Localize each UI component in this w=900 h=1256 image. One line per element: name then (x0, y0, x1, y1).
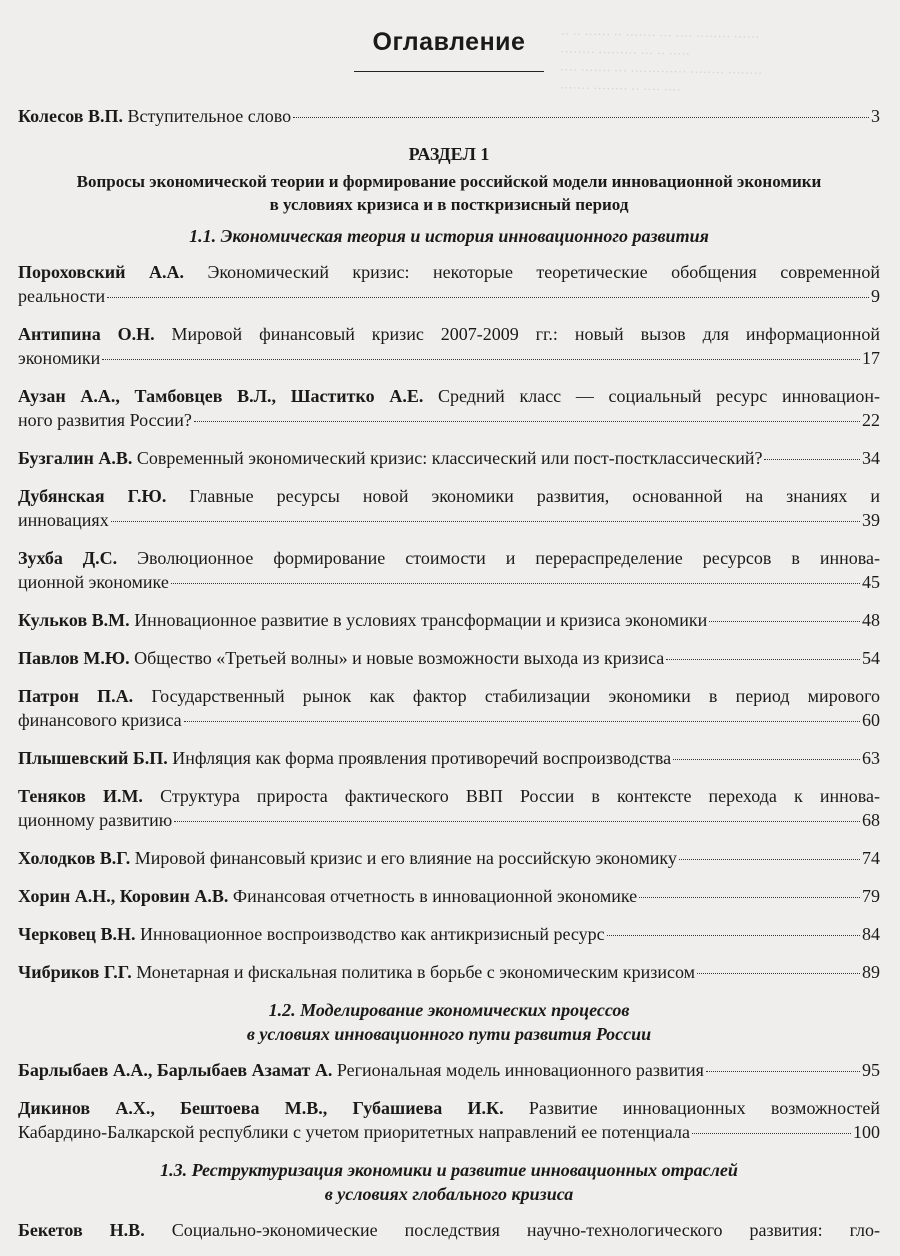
entry-authors: Зухба Д.С. (18, 548, 118, 568)
page-number: 63 (862, 748, 880, 768)
entry-authors: Павлов М.Ю. (18, 648, 130, 668)
toc-list-1-2 (18, 1058, 880, 1144)
entry-authors: Патрон П.А. (18, 686, 134, 706)
dot-leader (709, 621, 860, 622)
entry-authors: Дикинов А.Х., Бештоева М.В., Губашиева И.К. (18, 1098, 504, 1118)
dot-leader (111, 521, 860, 522)
page-title: Оглавление (372, 28, 526, 56)
page-number: 22 (862, 410, 880, 430)
entry-title-line-1: Развитие инновационных возможностей (528, 1098, 880, 1118)
entry-title-line-2: экономики (18, 348, 101, 368)
entry-title: Инновационное воспроизводство как антикризисный ресурс (139, 924, 605, 944)
toc-entry[interactable] (18, 608, 880, 632)
toc-entry[interactable] (18, 1218, 880, 1242)
toc-entry[interactable] (18, 646, 880, 670)
entry-title-line-2: ционному развитию (18, 810, 173, 830)
page-number: 45 (862, 572, 880, 592)
entry-authors: Барлыбаев А.А., Барлыбаев Азамат А. (18, 1060, 333, 1080)
table-of-contents (18, 28, 880, 1256)
subsection-heading-1-3 (18, 1158, 880, 1206)
toc-entry[interactable] (18, 684, 880, 732)
dot-leader (107, 297, 869, 298)
entry-authors: Холодков В.Г. (18, 848, 131, 868)
entry-title-line-1: Эволюционное формирование стоимости и перераспределение ресурсов в иннова- (137, 548, 881, 568)
page-number: 39 (862, 510, 880, 530)
page-number: 95 (862, 1060, 880, 1080)
dot-leader (692, 1133, 851, 1134)
entry-title-line-1: Социально-экономические последствия научно-технологического развития: гло- (171, 1220, 881, 1240)
entry-title-line-2: ционной экономике (18, 572, 169, 592)
page-number: 74 (862, 848, 880, 868)
entry-title-line-1: Структура прироста фактического ВВП России в контексте перехода к иннова- (160, 786, 880, 806)
dot-leader (102, 359, 860, 360)
dot-leader (174, 821, 860, 822)
entry-authors: Дубянская Г.Ю. (18, 486, 167, 506)
page-number: 89 (862, 962, 880, 982)
bleed-through-text: ·· ·· ······ ·· ······· ··· ···· ········ ······ ········ ········· ··· ·· ····· ···· ······· ··· ············· ········ ········ ······· ········ ·· ···· ···· (559, 26, 763, 98)
toc-entry[interactable] (18, 846, 880, 870)
dot-leader (171, 583, 860, 584)
toc-entry[interactable] (18, 484, 880, 532)
entry-title: Региональная модель инновационного развития (336, 1060, 704, 1080)
page-number: 3 (871, 106, 880, 126)
entry-authors: Антипина О.Н. (18, 324, 155, 344)
toc-entry[interactable] (18, 260, 880, 308)
page-number: 9 (871, 286, 880, 306)
title-underline (354, 71, 544, 72)
dot-leader (706, 1071, 860, 1072)
entry-authors: Аузан А.А., Тамбовцев В.Л., Шаститко А.Е. (18, 386, 424, 406)
entry-title: Современный экономический кризис: классический или пост-постклассический? (136, 448, 763, 468)
entry-authors: Колесов В.П. (18, 106, 123, 126)
page-number: 54 (862, 648, 880, 668)
subsection-heading-line-1: 1.2. Моделирование экономических процессов (268, 1000, 630, 1020)
page-number: 34 (862, 448, 880, 468)
entry-title: Вступительное слово (127, 106, 292, 126)
dot-leader (697, 973, 860, 974)
page-number: 79 (862, 886, 880, 906)
page-number: 68 (862, 810, 880, 830)
section-title-line-2: в условиях кризиса и в посткризисный период (269, 195, 629, 214)
dot-leader (679, 859, 860, 860)
dot-leader (639, 897, 860, 898)
dot-leader (764, 459, 860, 460)
section-label: РАЗДЕЛ 1 (408, 144, 490, 164)
entry-title: Финансовая отчетность в инновационной экономике (232, 886, 638, 906)
toc-entry[interactable] (18, 384, 880, 432)
entry-title: Инфляция как форма проявления противоречий воспроизводства (172, 748, 672, 768)
entry-title-line-2: ного развития России? (18, 410, 192, 430)
section-title-line-1: Вопросы экономической теории и формирование российской модели инновационной экономики (76, 172, 822, 191)
entry-title-line-2: реальности (18, 286, 106, 306)
toc-entry[interactable] (18, 784, 880, 832)
dot-leader (293, 117, 869, 118)
entry-title-line-1: Главные ресурсы новой экономики развития, основанной на знаниях и (189, 486, 880, 506)
entry-authors: Бузгалин А.В. (18, 448, 133, 468)
toc-entry-intro[interactable] (18, 104, 880, 128)
dot-leader (194, 421, 860, 422)
entry-title: Мировой финансовый кризис и его влияние на российскую экономику (134, 848, 677, 868)
toc-entry[interactable] (18, 322, 880, 370)
section-title (18, 170, 880, 216)
subsection-heading-line-1: 1.3. Реструктуризация экономики и развитие инновационных отраслей (160, 1160, 738, 1180)
entry-authors: Хорин А.Н., Коровин А.В. (18, 886, 229, 906)
dot-leader (673, 759, 860, 760)
toc-entry[interactable] (18, 922, 880, 946)
subsection-heading-1-2 (18, 998, 880, 1046)
page-number: 84 (862, 924, 880, 944)
subsection-heading-line-2: в условиях глобального кризиса (324, 1184, 574, 1204)
entry-title-line-1: Средний класс — социальный ресурс инновацион- (438, 386, 881, 406)
entry-authors: Пороховский А.А. (18, 262, 184, 282)
page-number: 100 (853, 1122, 880, 1142)
dot-leader (666, 659, 860, 660)
entry-title-line-1: Экономический кризис: некоторые теоретические обобщения современной (207, 262, 881, 282)
entry-title-line-1: Государственный рынок как фактор стабилизации экономики в период мирового (151, 686, 881, 706)
page-number: 48 (862, 610, 880, 630)
toc-entry[interactable] (18, 746, 880, 770)
entry-title-line-2: Кабардино-Балкарской республики с учетом приоритетных направлений ее потенциала (18, 1122, 690, 1142)
entry-authors: Теняков И.М. (18, 786, 143, 806)
entry-authors: Бекетов Н.В. (18, 1220, 145, 1240)
toc-entry[interactable] (18, 884, 880, 908)
toc-entry[interactable] (18, 1096, 880, 1144)
entry-title-line-2: инновациях (18, 510, 109, 530)
subsection-heading-1-1: 1.1. Экономическая теория и история инновационного развития (189, 226, 709, 246)
entry-title: Инновационное развитие в условиях трансформации и кризиса экономики (134, 610, 708, 630)
entry-authors: Черковец В.Н. (18, 924, 136, 944)
entry-authors: Плышевский Б.П. (18, 748, 168, 768)
dot-leader (607, 935, 860, 936)
toc-entry[interactable] (18, 446, 880, 470)
page-number: 17 (862, 348, 880, 368)
entry-title-line-1: Мировой финансовый кризис 2007-2009 гг.: новый вызов для информационной (171, 324, 880, 344)
entry-title: Общество «Третьей волны» и новые возможности выхода из кризиса (134, 648, 665, 668)
page-number: 60 (862, 710, 880, 730)
entry-title-line-2: финансового кризиса (18, 710, 182, 730)
entry-title: Монетарная и фискальная политика в борьбе с экономическим кризисом (136, 962, 696, 982)
toc-list-1-1 (18, 260, 880, 984)
subsection-heading-line-2: в условиях инновационного пути развития России (246, 1024, 652, 1044)
entry-authors: Чибриков Г.Г. (18, 962, 132, 982)
entry-authors: Кульков В.М. (18, 610, 130, 630)
toc-entry[interactable] (18, 1058, 880, 1082)
dot-leader (184, 721, 860, 722)
toc-entry[interactable] (18, 960, 880, 984)
toc-entry[interactable] (18, 546, 880, 594)
